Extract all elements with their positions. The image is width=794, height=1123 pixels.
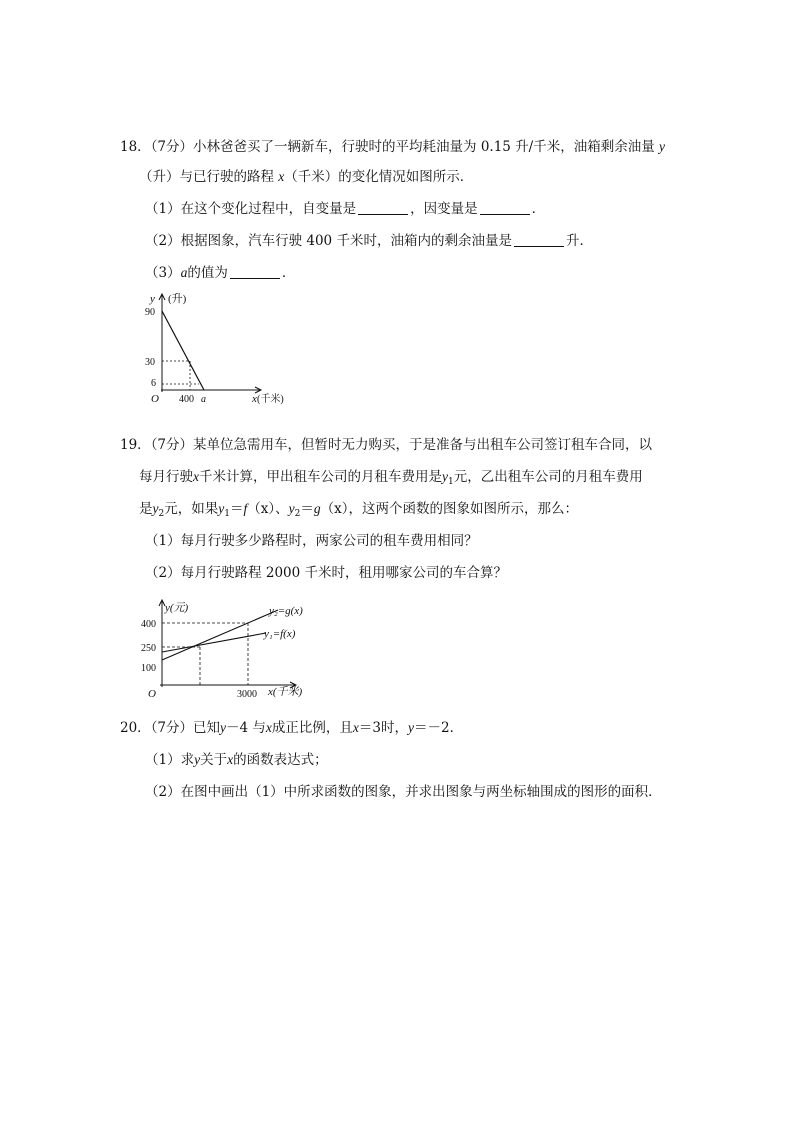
x-label: x(千米): [268, 686, 303, 698]
q18-part1: （1）在这个变化过程中，自变量是 ，因变量是 ．: [145, 201, 546, 217]
tick-label: 400: [179, 394, 194, 405]
line-f: [162, 633, 266, 652]
x-unit: (千米): [257, 394, 284, 405]
origin-label: O: [148, 688, 156, 700]
q19-graph: [138, 596, 313, 702]
tick-label: 250: [141, 643, 156, 654]
function-line: [162, 311, 204, 390]
line-g: [162, 610, 278, 660]
answer-blank: [480, 202, 530, 215]
y-unit: (升): [168, 293, 187, 305]
q18-stem-line2: （升）与已行驶的路程 x（千米）的变化情况如图所示．: [139, 169, 474, 185]
q19-part2: （2）每月行驶路程 2000 千米时，租用哪家公司的车合算？: [145, 565, 508, 581]
answer-blank: [358, 202, 408, 215]
score: （7分）: [150, 720, 194, 736]
q20-stem-line1: 20．（7分）已知y－4 与x成正比例，且x＝3时，y＝－2．: [120, 720, 464, 736]
origin-label: O: [151, 393, 159, 405]
tick-label: 100: [141, 663, 156, 674]
y-label: y: [150, 293, 155, 305]
q20-part2: （2）在图中画出（1）中所求函数的图象，并求出图象与两坐标轴围成的图形的面积．: [145, 784, 662, 800]
answer-blank: [514, 234, 564, 247]
q19-part1: （1）每月行驶多少路程时，两家公司的租车费用相同？: [145, 533, 478, 549]
question-number: 18．: [120, 139, 151, 155]
score: （7分）: [150, 437, 194, 453]
tick-label: 3000: [237, 689, 257, 700]
answer-blank: [230, 266, 280, 279]
score: （7分）: [150, 139, 194, 155]
q19-stem-line1: 19．（7分）某单位急需用车，但暂时无力购买，于是准备与出租车公司签订租车合同，以: [120, 437, 653, 453]
q20-part1: （1）求y关于x的函数表达式；: [145, 752, 328, 768]
q18-graph: [135, 288, 284, 408]
q18-part3: （3）a的值为 ．: [145, 265, 296, 281]
q18-part2: （2）根据图象，汽车行驶 400 千米时，油箱内的剩余油量是 升．: [145, 233, 593, 249]
y-label: y(元): [165, 602, 189, 614]
line-f-label: y₁=f(x): [264, 628, 296, 640]
tick-label: 90: [145, 307, 155, 318]
tick-label: a: [201, 394, 206, 405]
question-number: 19．: [120, 437, 151, 453]
tick-label: 6: [151, 378, 156, 389]
tick-label: 30: [145, 357, 155, 368]
tick-label: 400: [141, 619, 156, 630]
question-number: 20．: [120, 720, 151, 736]
x-label: x: [252, 393, 257, 405]
line-g-label: y₂=g(x): [269, 605, 303, 617]
q19-stem-line2: 每月行驶x千米计算，甲出租车公司的月租车费用是$y_1$元，乙出租车公司的月租车费用: [139, 469, 643, 487]
q18-stem-line1: 18．（7分）小林爸爸买了一辆新车，行驶时的平均耗油量为 0.15 升/千米，油箱剩余油量 y: [120, 139, 666, 155]
q19-stem-line3: 是$y_2$元，如果$y_1=f(x)$、$y_2=g(x)$，这两个函数的图象如图所示，那么：: [139, 501, 578, 519]
